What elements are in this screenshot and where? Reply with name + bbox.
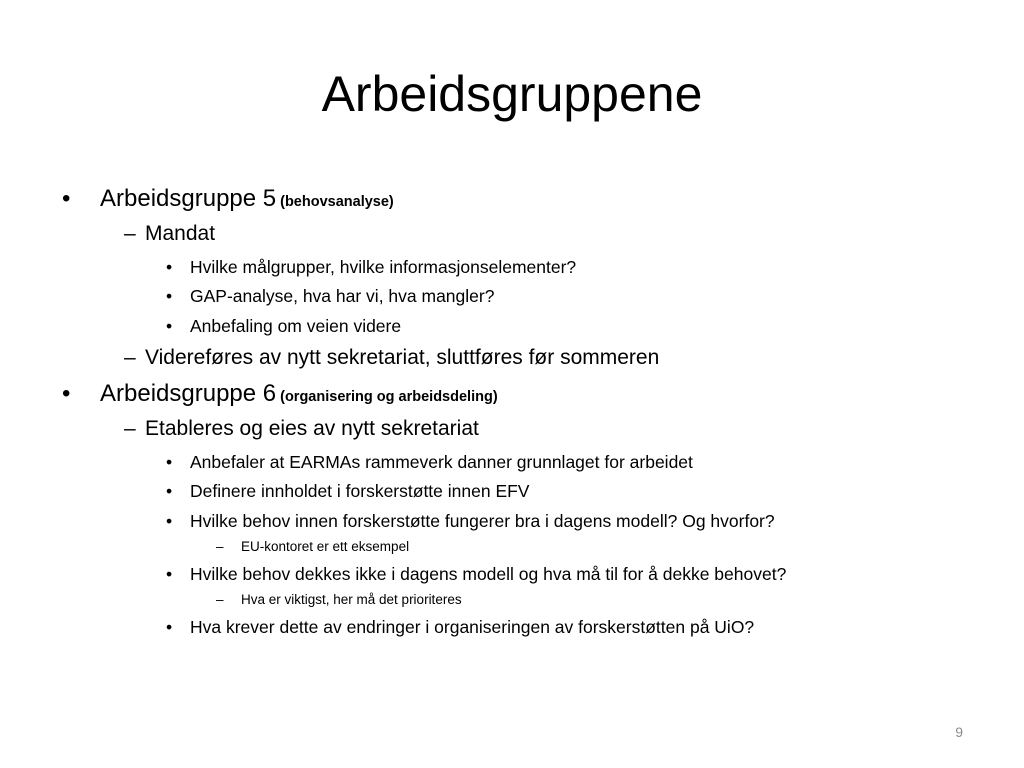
group-note: (organisering og arbeidsdeling) — [280, 389, 498, 405]
list-item: Hva krever dette av endringer i organiseringen av forskerstøtten på UiO? — [190, 617, 755, 637]
bullet-marker: • — [166, 257, 173, 277]
group-heading — [100, 379, 498, 412]
list-item: Definere innholdet i forskerstøtte innen EFV — [190, 481, 530, 501]
group-heading — [100, 184, 394, 217]
group-label: Arbeidsgruppe 6 — [100, 380, 277, 407]
list-item: GAP-analyse, hva har vi, hva mangler? — [190, 286, 495, 306]
dash-marker: – — [216, 592, 224, 607]
list-item: Hvilke behov dekkes ikke i dagens modell og hva må til for å dekke behovet? — [190, 564, 787, 584]
list-item: Anbefaler at EARMAs rammeverk danner grunnlaget for arbeidet — [190, 452, 693, 472]
list-item: Hvilke behov innen forskerstøtte fungerer bra i dagens modell? Og hvorfor? — [190, 511, 775, 531]
list-item: Videreføres av nytt sekretariat, sluttføres før sommeren — [145, 346, 660, 369]
dash-marker: – — [216, 539, 224, 554]
dash-marker: – — [124, 346, 136, 369]
list-item: Hvilke målgrupper, hvilke informasjonselementer? — [190, 257, 577, 277]
list-item: EU-kontoret er ett eksempel — [241, 539, 410, 554]
bullet-marker: • — [166, 286, 173, 306]
dash-marker: – — [124, 417, 136, 440]
list-item: Mandat — [145, 222, 216, 245]
bullet-marker: • — [166, 511, 173, 531]
bullet-marker: • — [62, 185, 71, 212]
dash-marker: – — [124, 222, 136, 245]
bullet-marker: • — [166, 452, 173, 472]
slide-title: Arbeidsgruppene — [321, 66, 703, 122]
group-note: (behovsanalyse) — [280, 194, 394, 210]
bullet-marker: • — [166, 481, 173, 501]
list-item: Hva er viktigst, her må det prioriteres — [241, 592, 462, 607]
page-number: 9 — [955, 724, 963, 740]
list-item: Etableres og eies av nytt sekretariat — [145, 417, 479, 440]
group-label: Arbeidsgruppe 5 — [100, 185, 277, 212]
list-item: Anbefaling om veien videre — [190, 316, 402, 336]
bullet-marker: • — [166, 617, 173, 637]
bullet-marker: • — [62, 380, 71, 407]
bullet-marker: • — [166, 316, 173, 336]
bullet-marker: • — [166, 564, 173, 584]
